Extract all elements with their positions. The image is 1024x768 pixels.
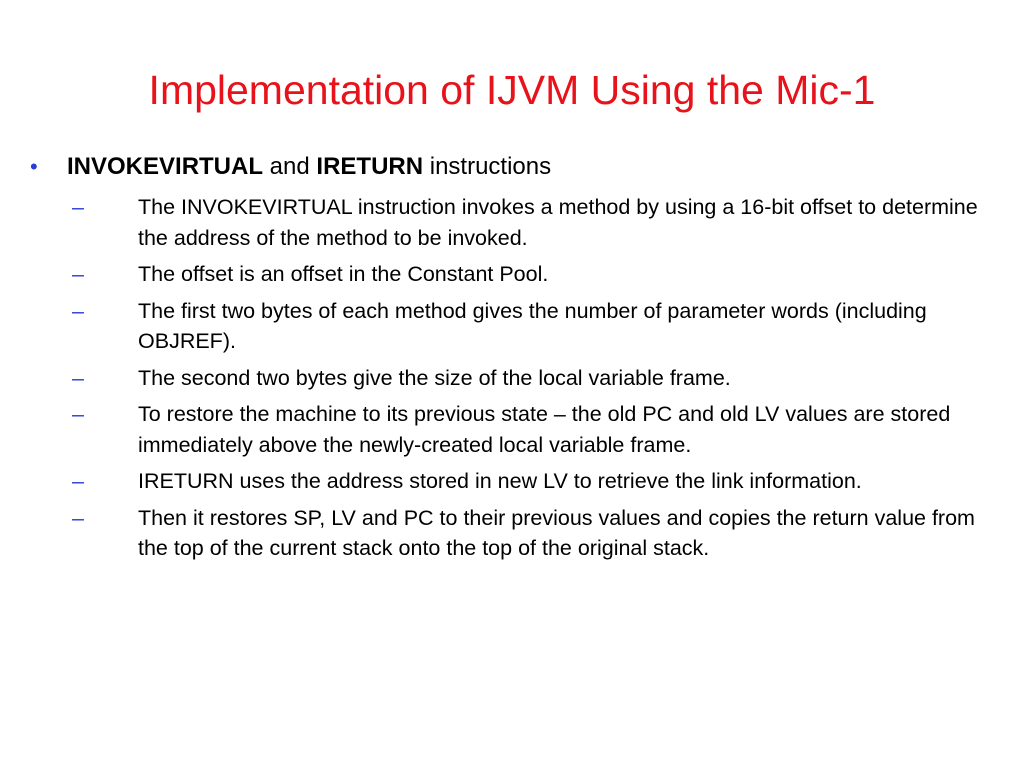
sub-bullet-text: IRETURN uses the address stored in new LV to retrieve the link information. (138, 469, 862, 493)
bullet-connector: and (263, 153, 317, 180)
dash-marker: – (72, 262, 84, 286)
sub-bullet (72, 296, 1002, 357)
sub-bullet-text: To restore the machine to its previous state – the old PC and old LV values are stored immediately above the newly-created local variable frame. (138, 402, 951, 457)
dash-marker: – (72, 505, 84, 530)
dash-marker: – (72, 195, 84, 219)
sub-bullet-text: Then it restores SP, LV and PC to their previous values and copies the return value from the top of the current stack onto the top of the original stack. (138, 505, 975, 560)
sub-bullet (72, 363, 1002, 394)
dash-marker: – (72, 298, 84, 323)
slide-title: Implementation of IJVM Using the Mic-1 (148, 67, 876, 113)
sub-bullet (72, 503, 1002, 564)
sub-bullet-text: The offset is an offset in the Constant Pool. (138, 262, 549, 286)
bullet-suffix: instructions (423, 153, 552, 180)
bullet-marker: • (30, 154, 38, 179)
main-bullet-text (67, 152, 551, 182)
sub-bullet-text: The INVOKEVIRTUAL instruction invokes a method by using a 16-bit offset to determine the address of the method to be invoked. (138, 195, 978, 250)
dash-marker: – (72, 402, 84, 426)
dash-marker: – (72, 365, 84, 390)
sub-bullet-list (72, 192, 1002, 570)
sub-bullet (72, 399, 1002, 460)
bullet-keyword-ireturn: IRETURN (316, 153, 424, 180)
sub-bullet (72, 466, 1002, 497)
sub-bullet-text: The second two bytes give the size of the local variable frame. (138, 365, 731, 390)
bullet-keyword-invokevirtual: INVOKEVIRTUAL (67, 153, 264, 180)
dash-marker: – (72, 469, 84, 493)
sub-bullet (72, 192, 1002, 253)
sub-bullet-text: The first two bytes of each method gives the number of parameter words (including OBJREF). (138, 298, 927, 353)
sub-bullet (72, 259, 1002, 290)
